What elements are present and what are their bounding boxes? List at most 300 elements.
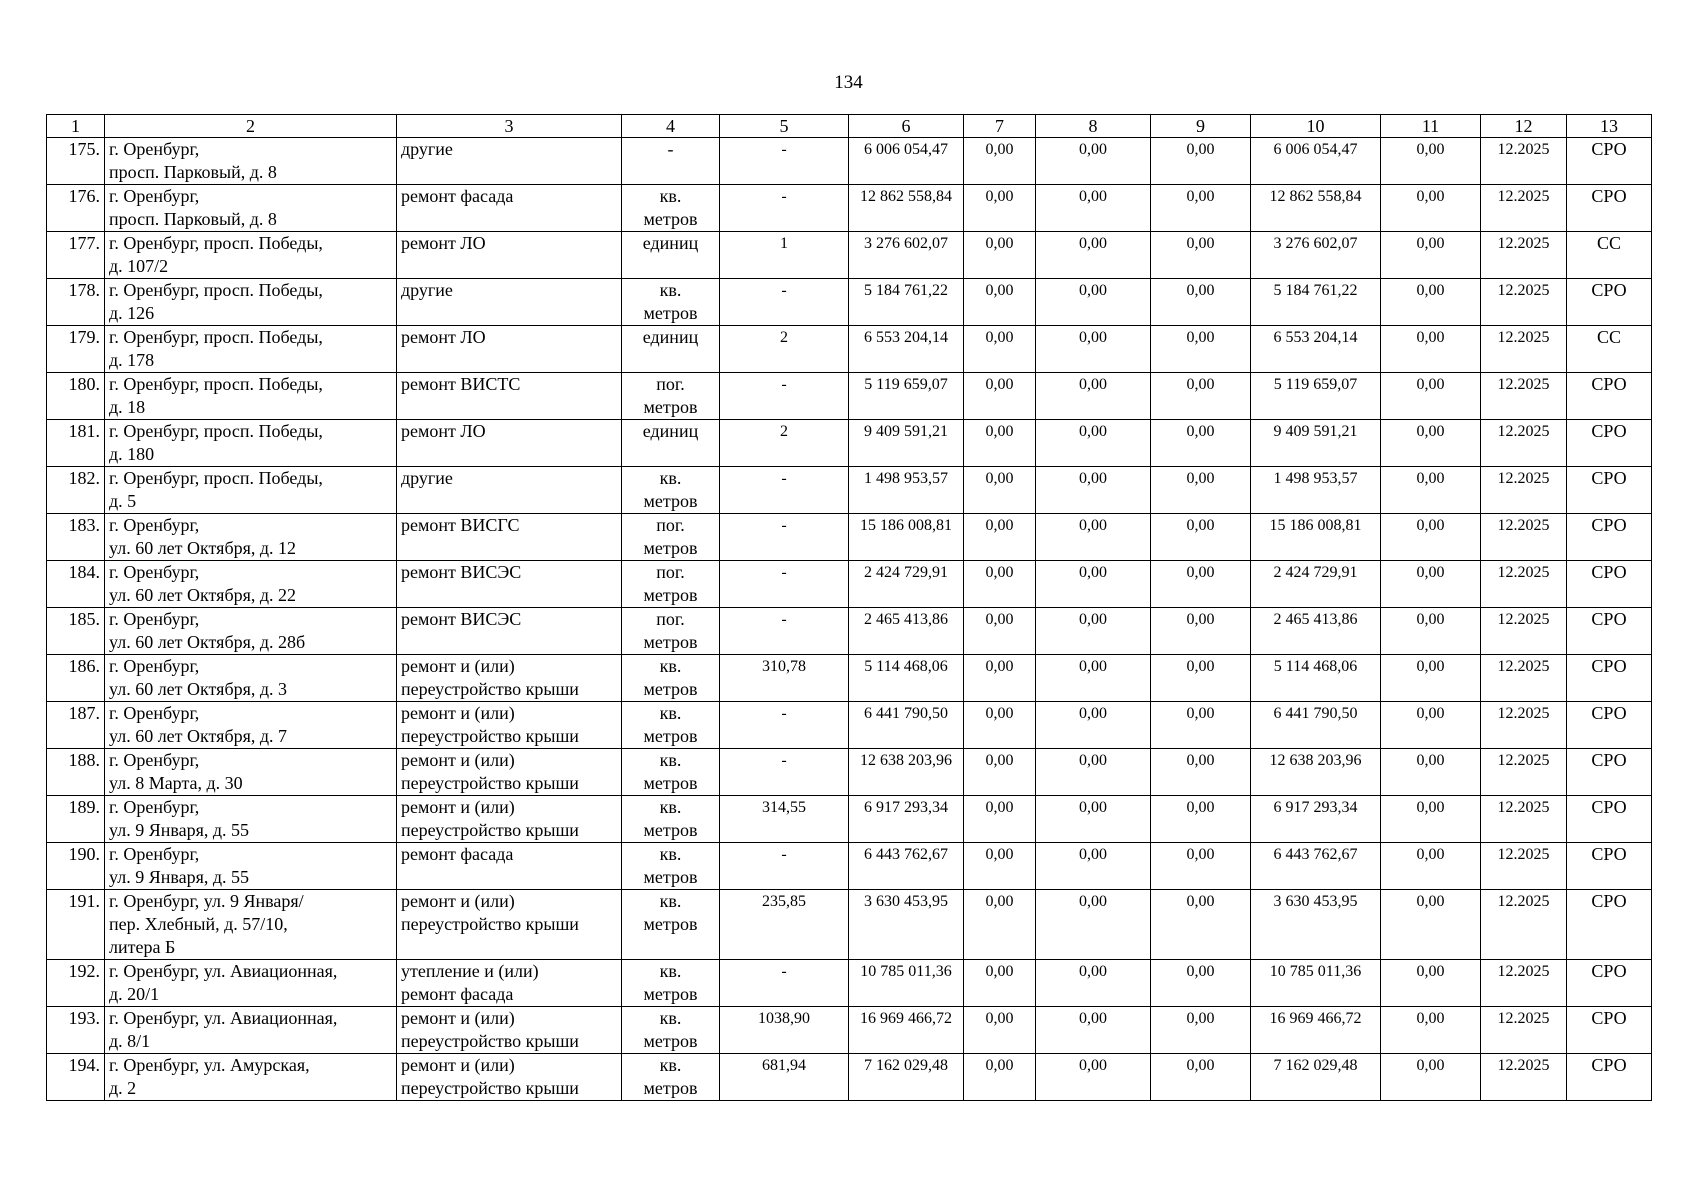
column-10-cell: 6 443 762,67 bbox=[1251, 843, 1381, 890]
quantity-cell: - bbox=[720, 960, 849, 1007]
work-type-cell bbox=[397, 608, 622, 655]
unit-cell-line: метров bbox=[643, 632, 698, 652]
unit-cell bbox=[622, 185, 720, 232]
work-type-cell bbox=[397, 279, 622, 326]
table-body bbox=[47, 138, 1652, 1101]
unit-cell-line: - bbox=[667, 139, 674, 159]
address-cell-line: ул. 9 Января, д. 55 bbox=[109, 820, 250, 840]
date-cell: 12.2025 bbox=[1481, 890, 1567, 960]
column-11-cell: 0,00 bbox=[1381, 373, 1481, 420]
work-type-cell-line: переустройство крыши bbox=[401, 820, 579, 840]
row-number-cell: 194. bbox=[47, 1054, 105, 1101]
table-row bbox=[47, 796, 1652, 843]
address-cell-line: г. Оренбург, ул. Авиационная, bbox=[109, 961, 338, 981]
address-cell-line: ул. 60 лет Октября, д. 3 bbox=[109, 679, 288, 699]
unit-cell-line: метров bbox=[643, 585, 698, 605]
column-8-cell: 0,00 bbox=[1036, 185, 1151, 232]
cost-cell: 1 498 953,57 bbox=[849, 467, 964, 514]
column-8-cell: 0,00 bbox=[1036, 890, 1151, 960]
column-10-cell: 12 638 203,96 bbox=[1251, 749, 1381, 796]
column-9-cell: 0,00 bbox=[1151, 890, 1251, 960]
unit-cell-line: пог. bbox=[656, 609, 685, 629]
quantity-cell: - bbox=[720, 373, 849, 420]
method-cell: СРО bbox=[1567, 279, 1652, 326]
column-10-cell: 3 630 453,95 bbox=[1251, 890, 1381, 960]
column-11-cell: 0,00 bbox=[1381, 1007, 1481, 1054]
method-cell: СРО bbox=[1567, 960, 1652, 1007]
unit-cell-line: метров bbox=[643, 867, 698, 887]
address-cell-line: ул. 60 лет Октября, д. 7 bbox=[109, 726, 288, 746]
column-10-cell: 3 276 602,07 bbox=[1251, 232, 1381, 279]
method-cell: СРО bbox=[1567, 655, 1652, 702]
cost-cell: 5 184 761,22 bbox=[849, 279, 964, 326]
column-10-cell: 5 119 659,07 bbox=[1251, 373, 1381, 420]
column-8-cell: 0,00 bbox=[1036, 960, 1151, 1007]
column-11-cell: 0,00 bbox=[1381, 326, 1481, 373]
column-9-cell: 0,00 bbox=[1151, 138, 1251, 185]
page-number: 134 bbox=[834, 72, 863, 93]
unit-cell bbox=[622, 138, 720, 185]
unit-cell-line: кв. bbox=[659, 656, 682, 676]
unit-cell-line: метров bbox=[643, 773, 698, 793]
header-cell: 5 bbox=[720, 115, 849, 138]
quantity-cell: - bbox=[720, 138, 849, 185]
address-cell-line: д. 18 bbox=[109, 397, 146, 417]
column-7-cell: 0,00 bbox=[964, 514, 1036, 561]
method-cell: СРО bbox=[1567, 185, 1652, 232]
method-cell: СРО bbox=[1567, 749, 1652, 796]
unit-cell-line: единиц bbox=[642, 233, 699, 253]
column-11-cell: 0,00 bbox=[1381, 561, 1481, 608]
address-cell bbox=[105, 796, 397, 843]
cost-cell: 2 424 729,91 bbox=[849, 561, 964, 608]
address-cell-line: д. 126 bbox=[109, 303, 155, 323]
work-type-cell-line: ремонт ВИСЭС bbox=[401, 609, 522, 629]
column-10-cell: 1 498 953,57 bbox=[1251, 467, 1381, 514]
column-11-cell: 0,00 bbox=[1381, 420, 1481, 467]
column-7-cell: 0,00 bbox=[964, 1054, 1036, 1101]
table-row bbox=[47, 608, 1652, 655]
column-9-cell: 0,00 bbox=[1151, 326, 1251, 373]
work-type-cell-line: переустройство крыши bbox=[401, 914, 579, 934]
date-cell: 12.2025 bbox=[1481, 1054, 1567, 1101]
unit-cell-line: кв. bbox=[659, 468, 682, 488]
address-cell-line: д. 20/1 bbox=[109, 984, 160, 1004]
registry-table bbox=[46, 114, 1652, 1101]
unit-cell-line: метров bbox=[643, 538, 698, 558]
row-number-cell: 177. bbox=[47, 232, 105, 279]
method-cell: СРО bbox=[1567, 702, 1652, 749]
table-row bbox=[47, 420, 1652, 467]
column-7-cell: 0,00 bbox=[964, 749, 1036, 796]
table-row bbox=[47, 702, 1652, 749]
unit-cell bbox=[622, 890, 720, 960]
work-type-cell bbox=[397, 960, 622, 1007]
table-row bbox=[47, 1007, 1652, 1054]
unit-cell-line: метров bbox=[643, 679, 698, 699]
unit-cell-line: кв. bbox=[659, 797, 682, 817]
unit-cell bbox=[622, 1007, 720, 1054]
column-9-cell: 0,00 bbox=[1151, 420, 1251, 467]
column-9-cell: 0,00 bbox=[1151, 960, 1251, 1007]
date-cell: 12.2025 bbox=[1481, 279, 1567, 326]
date-cell: 12.2025 bbox=[1481, 796, 1567, 843]
address-cell-line: г. Оренбург, bbox=[109, 703, 200, 723]
address-cell-line: г. Оренбург, ул. Авиационная, bbox=[109, 1008, 338, 1028]
work-type-cell-line: переустройство крыши bbox=[401, 679, 579, 699]
work-type-cell bbox=[397, 702, 622, 749]
column-9-cell: 0,00 bbox=[1151, 232, 1251, 279]
column-11-cell: 0,00 bbox=[1381, 1054, 1481, 1101]
column-7-cell: 0,00 bbox=[964, 561, 1036, 608]
unit-cell-line: кв. bbox=[659, 1055, 682, 1075]
quantity-cell: 314,55 bbox=[720, 796, 849, 843]
date-cell: 12.2025 bbox=[1481, 702, 1567, 749]
table-row bbox=[47, 561, 1652, 608]
method-cell: СРО bbox=[1567, 138, 1652, 185]
address-cell bbox=[105, 232, 397, 279]
address-cell bbox=[105, 420, 397, 467]
column-7-cell: 0,00 bbox=[964, 960, 1036, 1007]
work-type-cell bbox=[397, 420, 622, 467]
unit-cell-line: пог. bbox=[656, 562, 685, 582]
table-row bbox=[47, 138, 1652, 185]
table-row bbox=[47, 655, 1652, 702]
date-cell: 12.2025 bbox=[1481, 420, 1567, 467]
method-cell: СРО bbox=[1567, 796, 1652, 843]
column-8-cell: 0,00 bbox=[1036, 232, 1151, 279]
row-number-cell: 190. bbox=[47, 843, 105, 890]
column-10-cell: 6 553 204,14 bbox=[1251, 326, 1381, 373]
address-cell bbox=[105, 1054, 397, 1101]
unit-cell-line: кв. bbox=[659, 844, 682, 864]
column-9-cell: 0,00 bbox=[1151, 373, 1251, 420]
address-cell-line: ул. 60 лет Октября, д. 28б bbox=[109, 632, 306, 652]
unit-cell-line: кв. bbox=[659, 280, 682, 300]
work-type-cell-line: переустройство крыши bbox=[401, 726, 579, 746]
unit-cell bbox=[622, 232, 720, 279]
column-11-cell: 0,00 bbox=[1381, 279, 1481, 326]
table-row bbox=[47, 1054, 1652, 1101]
work-type-cell-line: ремонт и (или) bbox=[401, 797, 515, 817]
work-type-cell-line: ремонт ВИСТС bbox=[401, 374, 521, 394]
row-number-cell: 183. bbox=[47, 514, 105, 561]
cost-cell: 12 638 203,96 bbox=[849, 749, 964, 796]
cost-cell: 16 969 466,72 bbox=[849, 1007, 964, 1054]
date-cell: 12.2025 bbox=[1481, 843, 1567, 890]
column-7-cell: 0,00 bbox=[964, 608, 1036, 655]
unit-cell-line: кв. bbox=[659, 1008, 682, 1028]
cost-cell: 5 119 659,07 bbox=[849, 373, 964, 420]
column-10-cell: 6 006 054,47 bbox=[1251, 138, 1381, 185]
unit-cell bbox=[622, 420, 720, 467]
column-9-cell: 0,00 bbox=[1151, 796, 1251, 843]
work-type-cell bbox=[397, 890, 622, 960]
address-cell bbox=[105, 960, 397, 1007]
cost-cell: 5 114 468,06 bbox=[849, 655, 964, 702]
column-7-cell: 0,00 bbox=[964, 890, 1036, 960]
column-10-cell: 2 424 729,91 bbox=[1251, 561, 1381, 608]
unit-cell-line: кв. bbox=[659, 750, 682, 770]
address-cell-line: д. 8/1 bbox=[109, 1031, 151, 1051]
address-cell-line: г. Оренбург, просп. Победы, bbox=[109, 468, 323, 488]
cost-cell: 6 006 054,47 bbox=[849, 138, 964, 185]
unit-cell bbox=[622, 843, 720, 890]
address-cell-line: г. Оренбург, просп. Победы, bbox=[109, 280, 323, 300]
work-type-cell-line: ремонт фасада bbox=[401, 844, 514, 864]
unit-cell bbox=[622, 373, 720, 420]
row-number-cell: 193. bbox=[47, 1007, 105, 1054]
work-type-cell bbox=[397, 561, 622, 608]
work-type-cell bbox=[397, 1007, 622, 1054]
unit-cell bbox=[622, 326, 720, 373]
unit-cell-line: метров bbox=[643, 726, 698, 746]
address-cell-line: г. Оренбург, просп. Победы, bbox=[109, 374, 323, 394]
column-11-cell: 0,00 bbox=[1381, 749, 1481, 796]
address-cell-line: д. 2 bbox=[109, 1078, 137, 1098]
address-cell bbox=[105, 561, 397, 608]
column-9-cell: 0,00 bbox=[1151, 843, 1251, 890]
column-11-cell: 0,00 bbox=[1381, 514, 1481, 561]
quantity-cell: - bbox=[720, 279, 849, 326]
column-8-cell: 0,00 bbox=[1036, 514, 1151, 561]
quantity-cell: - bbox=[720, 843, 849, 890]
method-cell: СРО bbox=[1567, 843, 1652, 890]
work-type-cell-line: переустройство крыши bbox=[401, 1078, 579, 1098]
work-type-cell-line: утепление и (или) bbox=[401, 961, 539, 981]
column-8-cell: 0,00 bbox=[1036, 843, 1151, 890]
address-cell bbox=[105, 373, 397, 420]
method-cell: СРО bbox=[1567, 608, 1652, 655]
unit-cell-line: единиц bbox=[642, 327, 699, 347]
address-cell bbox=[105, 467, 397, 514]
work-type-cell bbox=[397, 232, 622, 279]
address-cell bbox=[105, 279, 397, 326]
quantity-cell: - bbox=[720, 185, 849, 232]
column-11-cell: 0,00 bbox=[1381, 843, 1481, 890]
row-number-cell: 188. bbox=[47, 749, 105, 796]
column-11-cell: 0,00 bbox=[1381, 702, 1481, 749]
address-cell bbox=[105, 138, 397, 185]
header-cell: 6 bbox=[849, 115, 964, 138]
work-type-cell-line: другие bbox=[401, 468, 453, 488]
header-cell: 7 bbox=[964, 115, 1036, 138]
date-cell: 12.2025 bbox=[1481, 1007, 1567, 1054]
column-10-cell: 2 465 413,86 bbox=[1251, 608, 1381, 655]
method-cell: СС bbox=[1567, 232, 1652, 279]
address-cell-line: г. Оренбург, bbox=[109, 186, 200, 206]
cost-cell: 9 409 591,21 bbox=[849, 420, 964, 467]
unit-cell bbox=[622, 561, 720, 608]
cost-cell: 6 441 790,50 bbox=[849, 702, 964, 749]
column-10-cell: 6 917 293,34 bbox=[1251, 796, 1381, 843]
column-10-cell: 5 114 468,06 bbox=[1251, 655, 1381, 702]
address-cell bbox=[105, 749, 397, 796]
column-8-cell: 0,00 bbox=[1036, 561, 1151, 608]
column-7-cell: 0,00 bbox=[964, 467, 1036, 514]
unit-cell-line: пог. bbox=[656, 515, 685, 535]
header-cell: 11 bbox=[1381, 115, 1481, 138]
unit-cell-line: метров bbox=[643, 397, 698, 417]
address-cell-line: ул. 9 Января, д. 55 bbox=[109, 867, 250, 887]
row-number-cell: 184. bbox=[47, 561, 105, 608]
cost-cell: 10 785 011,36 bbox=[849, 960, 964, 1007]
column-9-cell: 0,00 bbox=[1151, 702, 1251, 749]
cost-cell: 3 630 453,95 bbox=[849, 890, 964, 960]
work-type-cell bbox=[397, 1054, 622, 1101]
address-cell-line: г. Оренбург, ул. Амурская, bbox=[109, 1055, 310, 1075]
date-cell: 12.2025 bbox=[1481, 608, 1567, 655]
work-type-cell bbox=[397, 514, 622, 561]
column-9-cell: 0,00 bbox=[1151, 279, 1251, 326]
date-cell: 12.2025 bbox=[1481, 373, 1567, 420]
column-9-cell: 0,00 bbox=[1151, 655, 1251, 702]
column-7-cell: 0,00 bbox=[964, 373, 1036, 420]
column-9-cell: 0,00 bbox=[1151, 749, 1251, 796]
work-type-cell-line: ремонт и (или) bbox=[401, 750, 515, 770]
row-number-cell: 189. bbox=[47, 796, 105, 843]
quantity-cell: - bbox=[720, 467, 849, 514]
work-type-cell-line: ремонт и (или) bbox=[401, 703, 515, 723]
address-cell-line: г. Оренбург, bbox=[109, 562, 200, 582]
unit-cell-line: метров bbox=[643, 984, 698, 1004]
table-row bbox=[47, 326, 1652, 373]
work-type-cell-line: ремонт ЛО bbox=[401, 233, 486, 253]
address-cell-line: г. Оренбург, bbox=[109, 656, 200, 676]
column-10-cell: 12 862 558,84 bbox=[1251, 185, 1381, 232]
work-type-cell bbox=[397, 185, 622, 232]
column-7-cell: 0,00 bbox=[964, 279, 1036, 326]
quantity-cell: - bbox=[720, 702, 849, 749]
unit-cell-line: кв. bbox=[659, 703, 682, 723]
unit-cell-line: метров bbox=[643, 491, 698, 511]
work-type-cell-line: другие bbox=[401, 139, 453, 159]
column-7-cell: 0,00 bbox=[964, 326, 1036, 373]
unit-cell-line: пог. bbox=[656, 374, 685, 394]
quantity-cell: - bbox=[720, 561, 849, 608]
date-cell: 12.2025 bbox=[1481, 514, 1567, 561]
column-7-cell: 0,00 bbox=[964, 138, 1036, 185]
header-cell: 13 bbox=[1567, 115, 1652, 138]
work-type-cell-line: ремонт и (или) bbox=[401, 1055, 515, 1075]
unit-cell-line: кв. bbox=[659, 891, 682, 911]
column-11-cell: 0,00 bbox=[1381, 467, 1481, 514]
header-cell: 10 bbox=[1251, 115, 1381, 138]
column-10-cell: 10 785 011,36 bbox=[1251, 960, 1381, 1007]
address-cell-line: ул. 60 лет Октября, д. 22 bbox=[109, 585, 297, 605]
cost-cell: 6 917 293,34 bbox=[849, 796, 964, 843]
column-8-cell: 0,00 bbox=[1036, 608, 1151, 655]
date-cell: 12.2025 bbox=[1481, 960, 1567, 1007]
column-11-cell: 0,00 bbox=[1381, 796, 1481, 843]
address-cell-line: д. 107/2 bbox=[109, 256, 169, 276]
method-cell: СРО bbox=[1567, 373, 1652, 420]
date-cell: 12.2025 bbox=[1481, 561, 1567, 608]
table-row bbox=[47, 185, 1652, 232]
cost-cell: 3 276 602,07 bbox=[849, 232, 964, 279]
method-cell: СРО bbox=[1567, 1054, 1652, 1101]
column-9-cell: 0,00 bbox=[1151, 561, 1251, 608]
unit-cell-line: кв. bbox=[659, 961, 682, 981]
column-11-cell: 0,00 bbox=[1381, 890, 1481, 960]
work-type-cell bbox=[397, 749, 622, 796]
column-8-cell: 0,00 bbox=[1036, 1054, 1151, 1101]
unit-cell bbox=[622, 796, 720, 843]
method-cell: СРО bbox=[1567, 890, 1652, 960]
unit-cell bbox=[622, 1054, 720, 1101]
column-10-cell: 5 184 761,22 bbox=[1251, 279, 1381, 326]
column-10-cell: 6 441 790,50 bbox=[1251, 702, 1381, 749]
date-cell: 12.2025 bbox=[1481, 185, 1567, 232]
header-cell: 8 bbox=[1036, 115, 1151, 138]
unit-cell-line: метров bbox=[643, 1078, 698, 1098]
method-cell: СРО bbox=[1567, 514, 1652, 561]
quantity-cell: 1038,90 bbox=[720, 1007, 849, 1054]
address-cell bbox=[105, 185, 397, 232]
work-type-cell-line: переустройство крыши bbox=[401, 1031, 579, 1051]
quantity-cell: 1 bbox=[720, 232, 849, 279]
work-type-cell-line: ремонт и (или) bbox=[401, 891, 515, 911]
work-type-cell-line: ремонт и (или) bbox=[401, 656, 515, 676]
address-cell bbox=[105, 702, 397, 749]
column-8-cell: 0,00 bbox=[1036, 138, 1151, 185]
column-11-cell: 0,00 bbox=[1381, 960, 1481, 1007]
address-cell-line: г. Оренбург, bbox=[109, 844, 200, 864]
unit-cell bbox=[622, 960, 720, 1007]
cost-cell: 12 862 558,84 bbox=[849, 185, 964, 232]
table-row bbox=[47, 890, 1652, 960]
quantity-cell: - bbox=[720, 749, 849, 796]
column-8-cell: 0,00 bbox=[1036, 420, 1151, 467]
unit-cell-line: кв. bbox=[659, 186, 682, 206]
column-7-cell: 0,00 bbox=[964, 655, 1036, 702]
quantity-cell: 310,78 bbox=[720, 655, 849, 702]
column-7-cell: 0,00 bbox=[964, 796, 1036, 843]
method-cell: СС bbox=[1567, 326, 1652, 373]
address-cell-line: г. Оренбург, просп. Победы, bbox=[109, 327, 323, 347]
column-9-cell: 0,00 bbox=[1151, 185, 1251, 232]
row-number-cell: 176. bbox=[47, 185, 105, 232]
column-11-cell: 0,00 bbox=[1381, 608, 1481, 655]
address-cell-line: г. Оренбург, bbox=[109, 797, 200, 817]
date-cell: 12.2025 bbox=[1481, 655, 1567, 702]
column-9-cell: 0,00 bbox=[1151, 1007, 1251, 1054]
unit-cell-line: метров bbox=[643, 820, 698, 840]
quantity-cell: - bbox=[720, 514, 849, 561]
address-cell-line: г. Оренбург, bbox=[109, 139, 200, 159]
row-number-cell: 181. bbox=[47, 420, 105, 467]
work-type-cell bbox=[397, 467, 622, 514]
column-8-cell: 0,00 bbox=[1036, 702, 1151, 749]
unit-cell-line: метров bbox=[643, 1031, 698, 1051]
header-cell: 9 bbox=[1151, 115, 1251, 138]
column-9-cell: 0,00 bbox=[1151, 467, 1251, 514]
date-cell: 12.2025 bbox=[1481, 138, 1567, 185]
work-type-cell bbox=[397, 326, 622, 373]
table-row bbox=[47, 749, 1652, 796]
unit-cell bbox=[622, 702, 720, 749]
quantity-cell: - bbox=[720, 608, 849, 655]
work-type-cell bbox=[397, 655, 622, 702]
column-8-cell: 0,00 bbox=[1036, 373, 1151, 420]
cost-cell: 6 443 762,67 bbox=[849, 843, 964, 890]
unit-cell bbox=[622, 655, 720, 702]
column-11-cell: 0,00 bbox=[1381, 232, 1481, 279]
work-type-cell bbox=[397, 373, 622, 420]
method-cell: СРО bbox=[1567, 467, 1652, 514]
column-8-cell: 0,00 bbox=[1036, 749, 1151, 796]
column-10-cell: 16 969 466,72 bbox=[1251, 1007, 1381, 1054]
